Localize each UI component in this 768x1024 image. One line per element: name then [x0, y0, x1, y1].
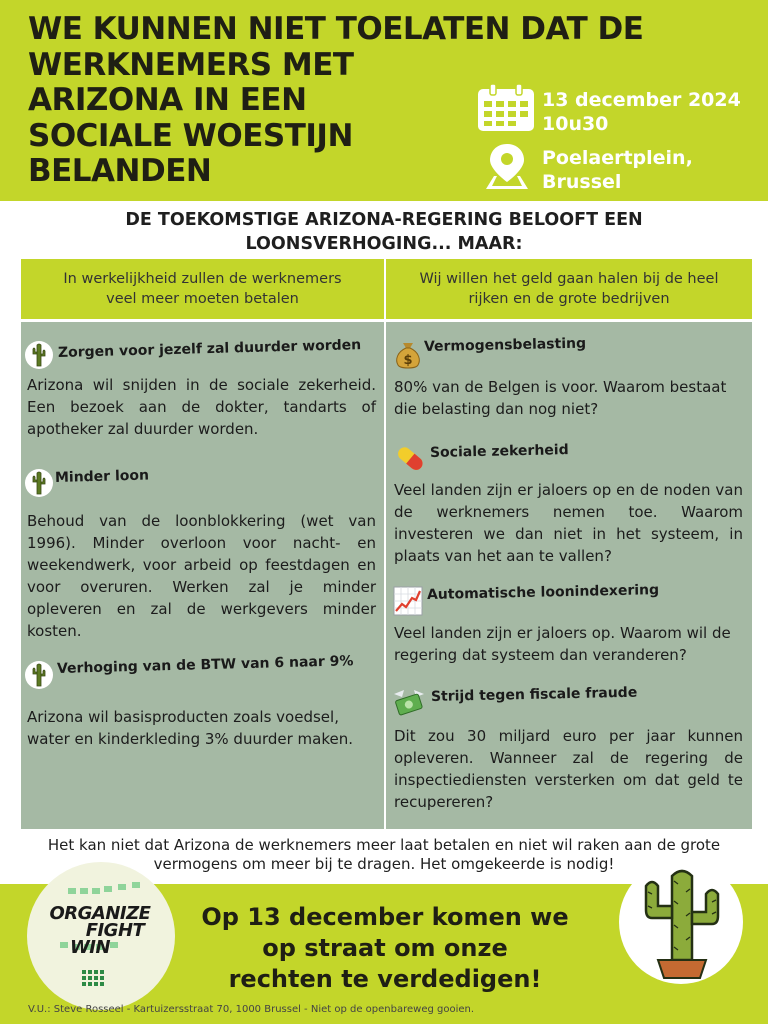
cta-line: op straat om onze	[262, 934, 508, 962]
cactus-mascot-icon	[628, 862, 736, 982]
subtitle-line: DE TOEKOMSTIGE ARIZONA-REGERING BELOOFT EEN	[125, 210, 643, 230]
cactus-icon	[25, 339, 53, 371]
header-divider	[21, 319, 752, 322]
title-line: SOCIALE WOESTIJN	[28, 117, 353, 154]
svg-text:$: $	[403, 353, 413, 368]
right-item-title: Strijd tegen fiscale fraude	[430, 684, 638, 705]
event-date-day: 13 december 2024	[542, 89, 741, 111]
right-item-body: Veel landen zijn er jaloers op en de noden van de werknemers nemen toe. Waarom investeren we dan niet in het systeem, in plaats van het aan te vallen?	[394, 481, 743, 565]
call-to-action	[180, 902, 590, 995]
cactus-icon	[25, 659, 53, 691]
money-bag-icon	[393, 339, 423, 371]
title-line: WE KUNNEN NIET TOELATEN DAT DE	[28, 11, 644, 47]
right-item-title: Automatische loonindexering	[426, 582, 660, 603]
event-location	[542, 146, 693, 194]
title-line: ARIZONA IN EEN	[28, 82, 307, 118]
right-item-title: Sociale zekerheid	[429, 442, 569, 461]
right-item-title: Vermogensbelasting	[423, 335, 587, 355]
left-item-title: Zorgen voor jezelf zal duurder worden	[57, 337, 362, 361]
cactus-icon	[25, 467, 53, 499]
left-item-title: Verhoging van de BTW van 6 naar 9%	[56, 653, 354, 677]
column-divider	[384, 259, 386, 829]
money-with-wings-icon	[392, 688, 426, 718]
right-item-body: 80% van de Belgen is voor. Waarom bestaat die belasting dan nog niet?	[394, 378, 727, 418]
comparison-grid	[21, 259, 752, 829]
cta-line: Op 13 december komen we	[201, 903, 569, 931]
left-item-body: Arizona wil snijden in de sociale zekerheid. Een bezoek aan de dokter, tandarts of apotheker zal duurder worden.	[27, 376, 376, 438]
left-column-header-line: veel meer moeten betalen	[106, 291, 299, 307]
event-location-city: Brussel	[542, 171, 622, 193]
right-column-header-line: rijken en de grote bedrijven	[468, 291, 670, 307]
left-item-title: Minder loon	[54, 467, 150, 486]
event-date	[542, 88, 741, 136]
left-column-header-line: In werkelijkheid zullen de werknemers	[63, 271, 342, 287]
right-column-header	[386, 259, 752, 319]
logo-line: ORGANIZE	[49, 903, 151, 924]
left-column-header	[21, 259, 384, 319]
logo-wordmark	[30, 905, 170, 956]
cta-line: rechten te verdedigen!	[228, 965, 542, 993]
chart-increasing-icon	[393, 586, 423, 616]
title-line: BELANDEN	[28, 153, 212, 189]
right-item-body: Veel landen zijn er jaloers op. Waarom wil de regering dat systeem dan veranderen?	[394, 624, 731, 664]
right-column-header-line: Wij willen het geld gaan halen bij de heel	[419, 271, 719, 287]
subtitle	[60, 208, 708, 256]
right-item-body: Dit zou 30 miljard euro per jaar kunnen opleveren. Wanneer zal de regering de inspectiediensten versterken om dat geld te recupereren?	[394, 727, 743, 811]
subtitle-line: LOONSVERHOGING... MAAR:	[245, 234, 523, 254]
publisher-credit: V.U.: Steve Rosseel - Kartuizersstraat 70, 1000 Brussel - Niet op de openbareweg gooien.	[28, 1004, 475, 1015]
event-location-square: Poelaertplein,	[542, 147, 693, 169]
location-pin-icon	[484, 142, 530, 192]
pill-icon	[393, 442, 427, 476]
calendar-icon	[477, 84, 535, 132]
title-line: WERKNEMERS MET	[28, 46, 354, 83]
left-item-body: Arizona wil basisproducten zoals voedsel, water en kinderkleding 3% duurder maken.	[27, 708, 354, 748]
conclusion-text: Het kan niet dat Arizona de werknemers meer laat betalen en niet wil raken aan de grote vermogens om meer bij te dragen. Het omgekeerde is nodig!	[47, 836, 721, 873]
event-date-time: 10u30	[542, 113, 609, 135]
left-item-body: Behoud van de loonblokkering (wet van 1996). Minder overloon voor nacht- en weekendwerk, voor arbeid op feestdagen en voor overuren. Werken zal je minder opleveren en zal de werkgevers minder kosten.	[27, 512, 376, 640]
logo-line: FIGHT	[85, 920, 145, 941]
logo-line: WIN	[69, 937, 111, 958]
